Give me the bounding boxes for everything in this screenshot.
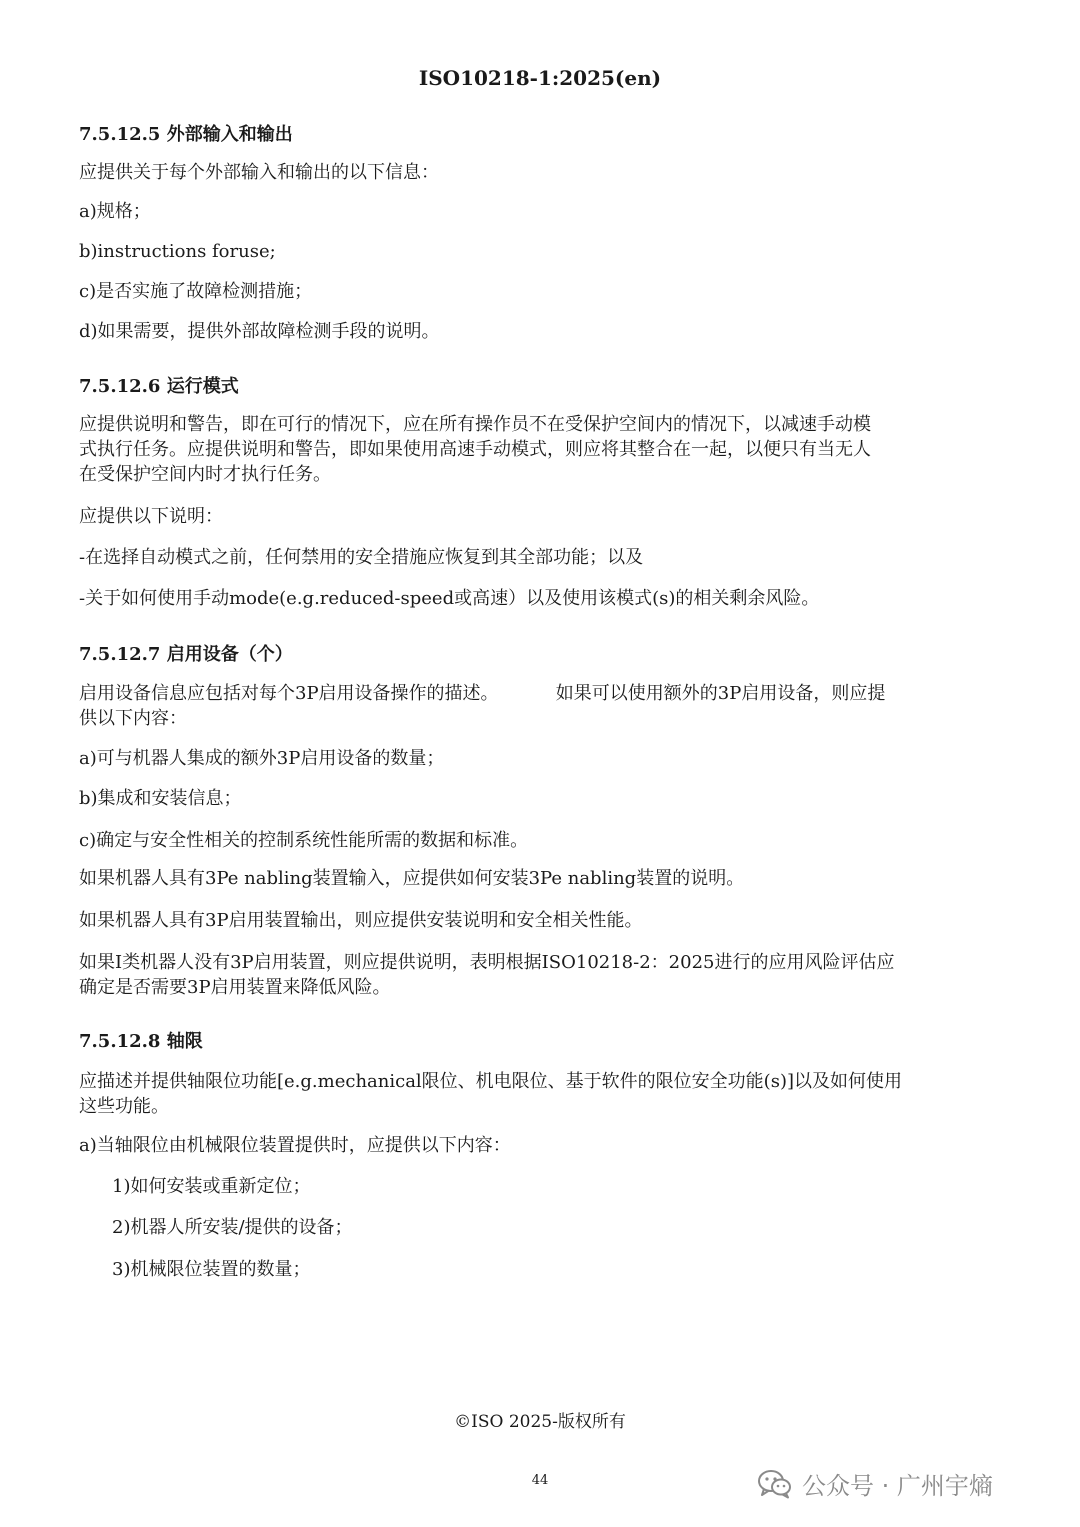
watermark-text: 公众号 · 广州宇熵 — [802, 1472, 993, 1500]
sub-list-item: 1)如何安装或重新定位； — [112, 1176, 311, 1197]
list-item: d)如果需要，提供外部故障检测手段的说明。 — [79, 321, 440, 342]
page-number: 44 — [531, 1473, 549, 1488]
section-heading-7-5-12-6: 7.5.12.6 运行模式 — [79, 376, 239, 397]
paragraph: 应提供以下说明： — [79, 506, 223, 527]
paragraph-line: 应描述并提供轴限位功能[e.g.mechanical限位、机电限位、基于软件的限位安全功能(s)]以及如何使用 — [79, 1071, 902, 1092]
copyright-notice: ©ISO 2025-版权所有 — [454, 1412, 626, 1432]
section-heading-7-5-12-5: 7.5.12.5 外部输入和输出 — [79, 124, 293, 145]
paragraph-line: 供以下内容： — [79, 708, 187, 729]
list-item: a)可与机器人集成的额外3P启用设备的数量； — [79, 748, 445, 769]
paragraph: 如果机器人具有3P启用装置输出，则应提供安装说明和安全相关性能。 — [79, 910, 643, 931]
paragraph-line: 如果I类机器人没有3P启用装置，则应提供说明，表明根据ISO10218-2：2025进行的应用风险评估应 — [79, 952, 895, 973]
list-item: c)是否实施了故障检测措施； — [79, 281, 313, 302]
list-item: a)规格； — [79, 201, 151, 222]
paragraph: 应提供关于每个外部输入和输出的以下信息： — [79, 162, 439, 183]
list-item: b)集成和安装信息； — [79, 788, 242, 809]
document-header: ISO10218-1:2025(en) — [418, 66, 662, 90]
section-heading-7-5-12-8: 7.5.12.8 轴限 — [79, 1031, 203, 1052]
sub-list-item: 3)机械限位装置的数量； — [112, 1259, 311, 1280]
paragraph-line: 确定是否需要3P启用装置来降低风险。 — [79, 977, 391, 998]
list-item: b)instructions foruse; — [79, 241, 276, 262]
paragraph-line: 应提供说明和警告，即在可行的情况下，应在所有操作员不在受保护空间内的情况下，以减速手动模 — [79, 414, 871, 435]
paragraph-line: 式执行任务。应提供说明和警告，即如果使用高速手动模式，则应将其整合在一起，以便只有当无人 — [79, 439, 871, 460]
paragraph-line: 启用设备信息应包括对每个3P启用设备操作的描述。 如果可以使用额外的3P启用设备，则应提 — [79, 683, 886, 704]
sub-list-item: 2)机器人所安装/提供的设备； — [112, 1217, 353, 1238]
wechat-icon — [758, 1469, 792, 1499]
section-heading-7-5-12-7: 7.5.12.7 启用设备（个） — [79, 644, 293, 665]
paragraph: 如果机器人具有3Pe nabling装置输入，应提供如何安装3Pe nabling装置的说明。 — [79, 868, 745, 889]
list-item: a)当轴限位由机械限位装置提供时，应提供以下内容： — [79, 1135, 511, 1156]
list-item: c)确定与安全性相关的控制系统性能所需的数据和标准。 — [79, 830, 529, 851]
dash-item: -在选择自动模式之前，任何禁用的安全措施应恢复到其全部功能；以及 — [79, 547, 644, 568]
dash-item: -关于如何使用手动mode(e.g.reduced-speed或高速）以及使用该模式(s)的相关剩余风险。 — [79, 588, 820, 609]
watermark — [758, 1466, 993, 1501]
paragraph-line: 这些功能。 — [79, 1096, 169, 1117]
paragraph-line: 在受保护空间内时才执行任务。 — [79, 464, 331, 485]
